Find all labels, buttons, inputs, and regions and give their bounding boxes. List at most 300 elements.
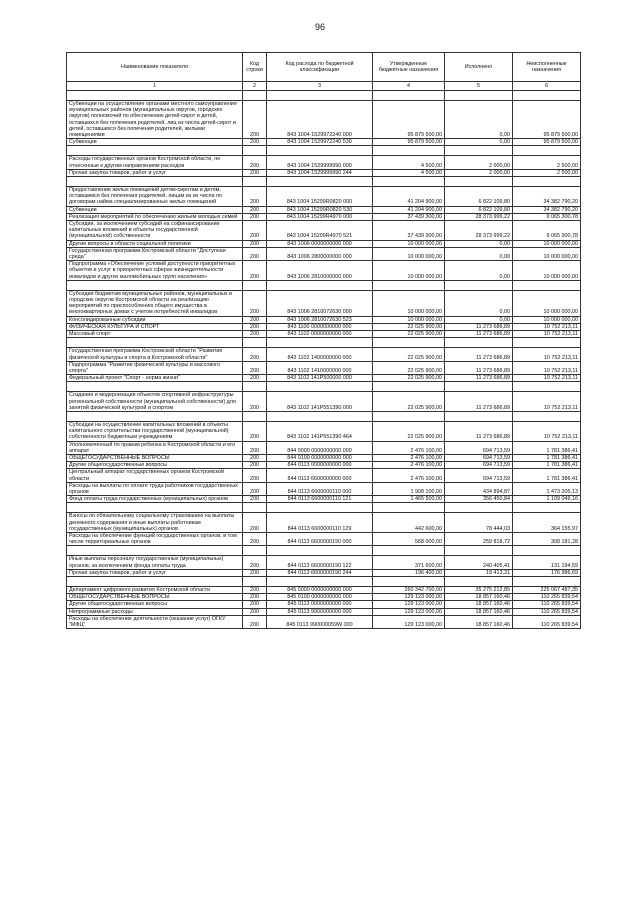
column-number-row: [67, 82, 581, 91]
cell-line-code: 200: [243, 331, 267, 338]
cell-line-code: 200: [243, 462, 267, 469]
spacer-cell: [373, 91, 445, 101]
cell-line-code: 200: [243, 101, 267, 139]
spacer-cell: [373, 576, 445, 586]
cell-executed: 18 857 160,46: [445, 594, 513, 601]
spacer-cell: [513, 280, 581, 290]
cell-line-code: 200: [243, 421, 267, 441]
page-number: 96: [314, 22, 325, 32]
table-row: [67, 454, 581, 461]
cell-expense-code: 843 1004 15299R4970 000: [267, 213, 373, 220]
cell-executed: 0,00: [445, 261, 513, 281]
cell-indicator-name: Взносы по обязательному социальному страхованию на выплаты денежного содержания и иные выплаты работникам государственных (муниципальных) органов: [67, 513, 243, 533]
cell-expense-code: 843 1102 141P551390 000: [267, 392, 373, 412]
cell-unexecuted: 10 752 213,11: [513, 348, 581, 361]
spacer-cell: [513, 576, 581, 586]
table-row: [67, 462, 581, 469]
cell-line-code: 200: [243, 323, 267, 330]
spacer-cell: [67, 177, 243, 187]
cell-expense-code: 843 1102 0000000000 000: [267, 331, 373, 338]
spacer-cell: [67, 338, 243, 348]
cell-unexecuted: 176 986,69: [513, 569, 581, 576]
spacer-cell: [445, 91, 513, 101]
header-expense-code: Код расхода по бюджетной классификации: [267, 53, 373, 82]
table-row: [67, 323, 581, 330]
cell-expense-code: 844 0100 0000000000 000: [267, 454, 373, 461]
spacer-cell: [67, 280, 243, 290]
cell-approved: 129 123 000,00: [373, 601, 445, 608]
cell-expense-code: 845 0113 990000059W 000: [267, 615, 373, 628]
cell-executed: 694 713,59: [445, 469, 513, 482]
cell-approved: 22 025 900,00: [373, 323, 445, 330]
cell-executed: 694 713,59: [445, 454, 513, 461]
spacer-cell: [513, 177, 581, 187]
cell-unexecuted: 10 000 000,00: [513, 290, 581, 316]
cell-executed: 259 818,72: [445, 532, 513, 545]
cell-approved: 10 000 000,00: [373, 247, 445, 260]
cell-expense-code: 843 1004 15299R0820 000: [267, 187, 373, 207]
cell-executed: 11 273 686,89: [445, 361, 513, 374]
cell-unexecuted: 10 000 000,00: [513, 247, 581, 260]
cell-approved: 22 025 900,00: [373, 331, 445, 338]
cell-executed: 19 413,31: [445, 569, 513, 576]
spacer-cell: [513, 338, 581, 348]
cell-executed: 0,00: [445, 316, 513, 323]
cell-approved: 371 600,00: [373, 556, 445, 569]
spacer-cell: [243, 382, 267, 392]
cell-line-code: 200: [243, 290, 267, 316]
spacer-cell: [267, 503, 373, 513]
cell-approved: 22 025 900,00: [373, 348, 445, 361]
cell-approved: 129 123 000,00: [373, 615, 445, 628]
cell-executed: 2 000,00: [445, 156, 513, 169]
spacer-cell: [445, 503, 513, 513]
cell-expense-code: 843 1004 15299R0820 530: [267, 206, 373, 213]
column-number: 6: [513, 82, 581, 91]
cell-expense-code: 844 0113 6600000110 000: [267, 482, 373, 495]
cell-executed: 6 822 109,80: [445, 187, 513, 207]
spacer-cell: [445, 177, 513, 187]
table-spacer-row: [67, 576, 581, 586]
cell-line-code: 200: [243, 169, 267, 176]
cell-line-code: 200: [243, 586, 267, 593]
cell-indicator-name: ОБЩЕГОСУДАРСТВЕННЫЕ ВОПРОСЫ: [67, 454, 243, 461]
table-row: [67, 441, 581, 454]
cell-line-code: 200: [243, 482, 267, 495]
header-executed: Исполнено: [445, 53, 513, 82]
spacer-cell: [67, 503, 243, 513]
table-row: [67, 316, 581, 323]
table-spacer-row: [67, 146, 581, 156]
table-row: [67, 608, 581, 615]
cell-expense-code: 843 1004 1529972240 000: [267, 101, 373, 139]
budget-execution-table: [66, 52, 581, 629]
cell-expense-code: 843 1004 1529999990 244: [267, 169, 373, 176]
cell-executed: 78 444,03: [445, 513, 513, 533]
cell-unexecuted: 110 265 839,54: [513, 601, 581, 608]
header-approved: Утвержденные бюджетные назначения: [373, 53, 445, 82]
cell-line-code: 200: [243, 361, 267, 374]
cell-expense-code: 844 0000 0000000000 000: [267, 441, 373, 454]
cell-indicator-name: Создание и модернизация объектов спортивной инфраструктуры региональной собственности (муниципальной собственности) для занятий физической культурой и спортом: [67, 392, 243, 412]
cell-indicator-name: Субсидии на осуществление капитальных вложений в объекты капитального строительства государственной (муниципальной) собственности бюджетным учреждениям: [67, 421, 243, 441]
spacer-cell: [67, 382, 243, 392]
cell-expense-code: 844 0113 6600000190 000: [267, 532, 373, 545]
cell-line-code: 200: [243, 206, 267, 213]
cell-line-code: 200: [243, 187, 267, 207]
cell-expense-code: 843 1004 1529999990 000: [267, 156, 373, 169]
header-line-code: Код строки: [243, 53, 267, 82]
cell-unexecuted: 10 752 213,11: [513, 375, 581, 382]
cell-unexecuted: 2 500,00: [513, 169, 581, 176]
header-indicator-name: Наименование показателя: [67, 53, 243, 82]
cell-approved: 196 400,00: [373, 569, 445, 576]
spacer-cell: [243, 338, 267, 348]
cell-line-code: 200: [243, 532, 267, 545]
cell-executed: 28 373 999,22: [445, 221, 513, 241]
cell-unexecuted: 225 067 487,35: [513, 586, 581, 593]
spacer-cell: [267, 411, 373, 421]
spacer-cell: [513, 146, 581, 156]
table-spacer-row: [67, 280, 581, 290]
table-spacer-row: [67, 382, 581, 392]
cell-expense-code: 843 1006 2810072630 000: [267, 290, 373, 316]
table-row: [67, 187, 581, 207]
table-spacer-row: [67, 177, 581, 187]
cell-unexecuted: 110 265 839,54: [513, 615, 581, 628]
cell-indicator-name: Прочая закупка товаров, работ и услуг: [67, 569, 243, 576]
cell-indicator-name: Непрограммные расходы: [67, 608, 243, 615]
cell-line-code: 200: [243, 156, 267, 169]
column-number: 3: [267, 82, 373, 91]
table-row: [67, 261, 581, 281]
cell-unexecuted: 1 781 386,41: [513, 469, 581, 482]
cell-approved: 129 123 000,00: [373, 594, 445, 601]
column-number: 4: [373, 82, 445, 91]
cell-executed: 35 275 212,85: [445, 586, 513, 593]
cell-indicator-name: Государственная программа Костромской области "Развитие физической культуры и спорта в Костромской области": [67, 348, 243, 361]
cell-approved: 41 204 900,00: [373, 187, 445, 207]
cell-indicator-name: Расходы на обеспечение функций государственных органов, в том числе территориальных органов: [67, 532, 243, 545]
table-spacer-row: [67, 503, 581, 513]
cell-expense-code: 844 0113 0000000000 000: [267, 462, 373, 469]
cell-executed: 694 713,59: [445, 441, 513, 454]
cell-indicator-name: Консолидированные субсидии: [67, 316, 243, 323]
spacer-cell: [67, 91, 243, 101]
cell-line-code: 200: [243, 139, 267, 146]
cell-approved: 1 908 100,00: [373, 482, 445, 495]
cell-expense-code: 843 1006 2810072630 523: [267, 316, 373, 323]
cell-indicator-name: Расходы на выплаты по оплате труда работников государственных органов: [67, 482, 243, 495]
cell-indicator-name: Реализация мероприятий по обеспечению жильем молодых семей: [67, 213, 243, 220]
cell-approved: 4 500,00: [373, 156, 445, 169]
cell-executed: 11 273 686,89: [445, 375, 513, 382]
cell-unexecuted: 10 000 000,00: [513, 316, 581, 323]
spacer-cell: [267, 546, 373, 556]
cell-indicator-name: Другие общегосударственные вопросы: [67, 462, 243, 469]
cell-approved: 442 600,00: [373, 513, 445, 533]
spacer-cell: [243, 411, 267, 421]
header-unexecuted: Неисполненные назначения: [513, 53, 581, 82]
table-row: [67, 348, 581, 361]
table-row: [67, 482, 581, 495]
spacer-cell: [373, 382, 445, 392]
cell-approved: 22 025 900,00: [373, 361, 445, 374]
table-spacer-row: [67, 546, 581, 556]
cell-unexecuted: 2 500,00: [513, 156, 581, 169]
cell-unexecuted: 9 065 300,78: [513, 213, 581, 220]
cell-indicator-name: Уполномоченный по правам ребенка в Костромской области и его аппарат: [67, 441, 243, 454]
cell-indicator-name: Субвенции на осуществление органами местного самоуправления муниципальных районов (муниципальных округов, городских округов) полномочий по обеспечению детей-сирот и детей, оставшихся без попечения родителей, лиц из числа детей-сирот и детей, оставшихся без попечения родителей, жилыми помещениями: [67, 101, 243, 139]
cell-executed: 356 450,84: [445, 496, 513, 503]
cell-expense-code: 845 0100 0000000000 000: [267, 594, 373, 601]
cell-line-code: 200: [243, 240, 267, 247]
table-row: [67, 247, 581, 260]
cell-expense-code: 843 1006 2800000000 000: [267, 247, 373, 260]
cell-line-code: 200: [243, 496, 267, 503]
cell-approved: 37 439 300,00: [373, 213, 445, 220]
spacer-cell: [267, 91, 373, 101]
table-spacer-row: [67, 338, 581, 348]
spacer-cell: [513, 382, 581, 392]
cell-approved: 22 025 900,00: [373, 375, 445, 382]
spacer-cell: [267, 382, 373, 392]
spacer-cell: [67, 546, 243, 556]
spacer-cell: [445, 338, 513, 348]
cell-executed: 11 273 686,89: [445, 421, 513, 441]
cell-approved: 10 000 000,00: [373, 290, 445, 316]
spacer-cell: [513, 411, 581, 421]
cell-line-code: 200: [243, 261, 267, 281]
spacer-cell: [445, 146, 513, 156]
cell-approved: 4 500,00: [373, 169, 445, 176]
spacer-cell: [373, 503, 445, 513]
spacer-cell: [373, 177, 445, 187]
cell-approved: 260 342 700,00: [373, 586, 445, 593]
table-row: [67, 569, 581, 576]
cell-indicator-name: Прочая закупка товаров, работ и услуг: [67, 169, 243, 176]
cell-approved: 2 476 100,00: [373, 441, 445, 454]
table-spacer-row: [67, 411, 581, 421]
cell-expense-code: 843 1004 1529972240 530: [267, 139, 373, 146]
cell-approved: 22 025 900,00: [373, 392, 445, 412]
cell-indicator-name: Субсидии бюджетам муниципальных районов, муниципальных и городских округов Костромской области на реализацию мероприятий по приспособлению общего имущества в многоквартирных домах с учетом потребностей инвалидов: [67, 290, 243, 316]
cell-approved: 2 476 100,00: [373, 462, 445, 469]
spacer-cell: [267, 280, 373, 290]
column-number: 1: [67, 82, 243, 91]
cell-approved: 129 123 000,00: [373, 608, 445, 615]
table-body: [67, 91, 581, 629]
cell-approved: 2 476 100,00: [373, 469, 445, 482]
cell-line-code: 200: [243, 594, 267, 601]
spacer-cell: [67, 411, 243, 421]
table-row: [67, 513, 581, 533]
cell-executed: 694 713,59: [445, 462, 513, 469]
cell-approved: 568 000,00: [373, 532, 445, 545]
table-row: [67, 290, 581, 316]
cell-indicator-name: Департамент цифрового развития Костромской области: [67, 586, 243, 593]
column-number: 2: [243, 82, 267, 91]
spacer-cell: [513, 546, 581, 556]
cell-line-code: 200: [243, 375, 267, 382]
cell-line-code: 200: [243, 469, 267, 482]
cell-expense-code: 845 0113 0000000000 000: [267, 601, 373, 608]
cell-unexecuted: 95 879 500,00: [513, 139, 581, 146]
cell-executed: 434 894,87: [445, 482, 513, 495]
cell-expense-code: 845 0113 9900000000 000: [267, 608, 373, 615]
cell-executed: 2 000,00: [445, 169, 513, 176]
cell-indicator-name: Федеральный проект "Спорт - норма жизни": [67, 375, 243, 382]
spacer-cell: [373, 280, 445, 290]
cell-indicator-name: Другие вопросы в области социальной политики: [67, 240, 243, 247]
cell-unexecuted: 308 181,28: [513, 532, 581, 545]
table-row: [67, 156, 581, 169]
cell-expense-code: 845 0000 0000000000 000: [267, 586, 373, 593]
table-row: [67, 101, 581, 139]
cell-approved: 10 000 000,00: [373, 240, 445, 247]
cell-line-code: 200: [243, 513, 267, 533]
spacer-cell: [243, 146, 267, 156]
cell-unexecuted: 1 781 386,41: [513, 454, 581, 461]
table-row: [67, 586, 581, 593]
cell-executed: 0,00: [445, 101, 513, 139]
spacer-cell: [373, 338, 445, 348]
spacer-cell: [445, 411, 513, 421]
cell-executed: 11 273 686,89: [445, 348, 513, 361]
cell-unexecuted: 34 382 790,20: [513, 206, 581, 213]
cell-unexecuted: 95 879 500,00: [513, 101, 581, 139]
cell-executed: 18 857 160,46: [445, 601, 513, 608]
spacer-cell: [373, 411, 445, 421]
cell-executed: 0,00: [445, 247, 513, 260]
table-row: [67, 532, 581, 545]
spacer-cell: [267, 576, 373, 586]
spacer-cell: [243, 177, 267, 187]
cell-approved: 2 476 100,00: [373, 454, 445, 461]
cell-line-code: 200: [243, 601, 267, 608]
cell-executed: 0,00: [445, 240, 513, 247]
cell-executed: 11 273 686,89: [445, 331, 513, 338]
cell-unexecuted: 9 065 300,78: [513, 221, 581, 241]
cell-indicator-name: Предоставление жилых помещений детям-сиротам и детям, оставшимся без попечения родителей, лицам из их числа по договорам найма специализированных жилых помещений: [67, 187, 243, 207]
table-row: [67, 331, 581, 338]
spacer-cell: [243, 546, 267, 556]
cell-unexecuted: 364 155,97: [513, 513, 581, 533]
cell-executed: 0,00: [445, 290, 513, 316]
table-row: [67, 240, 581, 247]
cell-approved: 95 879 500,00: [373, 101, 445, 139]
cell-line-code: 200: [243, 569, 267, 576]
table-header-row: [67, 53, 581, 82]
cell-unexecuted: 1 473 205,13: [513, 482, 581, 495]
cell-approved: 37 439 300,00: [373, 221, 445, 241]
cell-indicator-name: Другие общегосударственные вопросы: [67, 601, 243, 608]
cell-unexecuted: 1 781 386,41: [513, 441, 581, 454]
table-row: [67, 601, 581, 608]
cell-unexecuted: 10 752 213,11: [513, 361, 581, 374]
spacer-cell: [373, 546, 445, 556]
table-row: [67, 375, 581, 382]
cell-unexecuted: 10 752 213,11: [513, 331, 581, 338]
cell-indicator-name: ФИЗИЧЕСКАЯ КУЛЬТУРА И СПОРТ: [67, 323, 243, 330]
cell-indicator-name: Центральный аппарат государственных органов Костромской области: [67, 469, 243, 482]
cell-unexecuted: 110 265 839,54: [513, 594, 581, 601]
cell-indicator-name: Иные выплаты персоналу государственных (муниципальных) органов, за исключением фонда оплаты труда: [67, 556, 243, 569]
table-row: [67, 206, 581, 213]
spacer-cell: [267, 146, 373, 156]
cell-approved: 10 000 000,00: [373, 316, 445, 323]
cell-expense-code: 843 1006 2810000000 000: [267, 261, 373, 281]
cell-indicator-name: Подпрограмма "Развитие физической культуры и массового спорта": [67, 361, 243, 374]
cell-indicator-name: ОБЩЕГОСУДАРСТВЕННЫЕ ВОПРОСЫ: [67, 594, 243, 601]
table-row: [67, 594, 581, 601]
cell-line-code: 200: [243, 556, 267, 569]
cell-line-code: 200: [243, 441, 267, 454]
spacer-cell: [243, 91, 267, 101]
cell-line-code: 200: [243, 454, 267, 461]
cell-approved: 10 000 000,00: [373, 261, 445, 281]
table-row: [67, 139, 581, 146]
spacer-cell: [445, 576, 513, 586]
spacer-cell: [445, 280, 513, 290]
spacer-cell: [513, 91, 581, 101]
cell-executed: 6 822 109,80: [445, 206, 513, 213]
cell-expense-code: 844 0113 6600000190 122: [267, 556, 373, 569]
cell-expense-code: 843 1006 0000000000 000: [267, 240, 373, 247]
cell-line-code: 200: [243, 608, 267, 615]
cell-indicator-name: Субсидии, за исключением субсидий на софинансирование капитальных вложений в объекты государственной (муниципальной) собственности: [67, 221, 243, 241]
cell-line-code: 200: [243, 316, 267, 323]
cell-line-code: 200: [243, 615, 267, 628]
table-row: [67, 496, 581, 503]
cell-indicator-name: Субвенции: [67, 139, 243, 146]
cell-line-code: 200: [243, 392, 267, 412]
cell-unexecuted: 10 752 213,11: [513, 392, 581, 412]
cell-executed: 0,00: [445, 139, 513, 146]
table-spacer-row: [67, 91, 581, 101]
cell-unexecuted: 10 000 000,00: [513, 240, 581, 247]
cell-expense-code: 843 1100 0000000000 000: [267, 323, 373, 330]
cell-executed: 18 857 160,46: [445, 615, 513, 628]
table-row: [67, 361, 581, 374]
column-number: 5: [445, 82, 513, 91]
spacer-cell: [243, 280, 267, 290]
cell-expense-code: 844 0113 6600000000 000: [267, 469, 373, 482]
cell-approved: 1 465 500,00: [373, 496, 445, 503]
cell-unexecuted: 131 194,59: [513, 556, 581, 569]
cell-unexecuted: 34 382 790,20: [513, 187, 581, 207]
cell-line-code: 200: [243, 247, 267, 260]
table-row: [67, 556, 581, 569]
cell-executed: 18 857 160,46: [445, 608, 513, 615]
cell-indicator-name: Подпрограмма «Обеспечение условий доступности приоритетных объектов и услуг в приоритетных сферах жизнедеятельности инвалидов и других маломобильных групп населения»: [67, 261, 243, 281]
cell-unexecuted: 10 752 213,11: [513, 323, 581, 330]
cell-unexecuted: 10 000 000,00: [513, 261, 581, 281]
table-row: [67, 392, 581, 412]
table-row: [67, 169, 581, 176]
cell-expense-code: 844 0113 6600000110 129: [267, 513, 373, 533]
cell-expense-code: 843 1102 1410000000 000: [267, 361, 373, 374]
table-row: [67, 421, 581, 441]
table-row: [67, 615, 581, 628]
cell-indicator-name: Массовый спорт: [67, 331, 243, 338]
cell-expense-code: 843 1102 141P551390 464: [267, 421, 373, 441]
cell-expense-code: 843 1004 15299R4970 521: [267, 221, 373, 241]
cell-expense-code: 844 0113 6600000110 121: [267, 496, 373, 503]
cell-approved: 22 025 900,00: [373, 421, 445, 441]
cell-executed: 11 273 686,89: [445, 392, 513, 412]
cell-approved: 95 879 500,00: [373, 139, 445, 146]
